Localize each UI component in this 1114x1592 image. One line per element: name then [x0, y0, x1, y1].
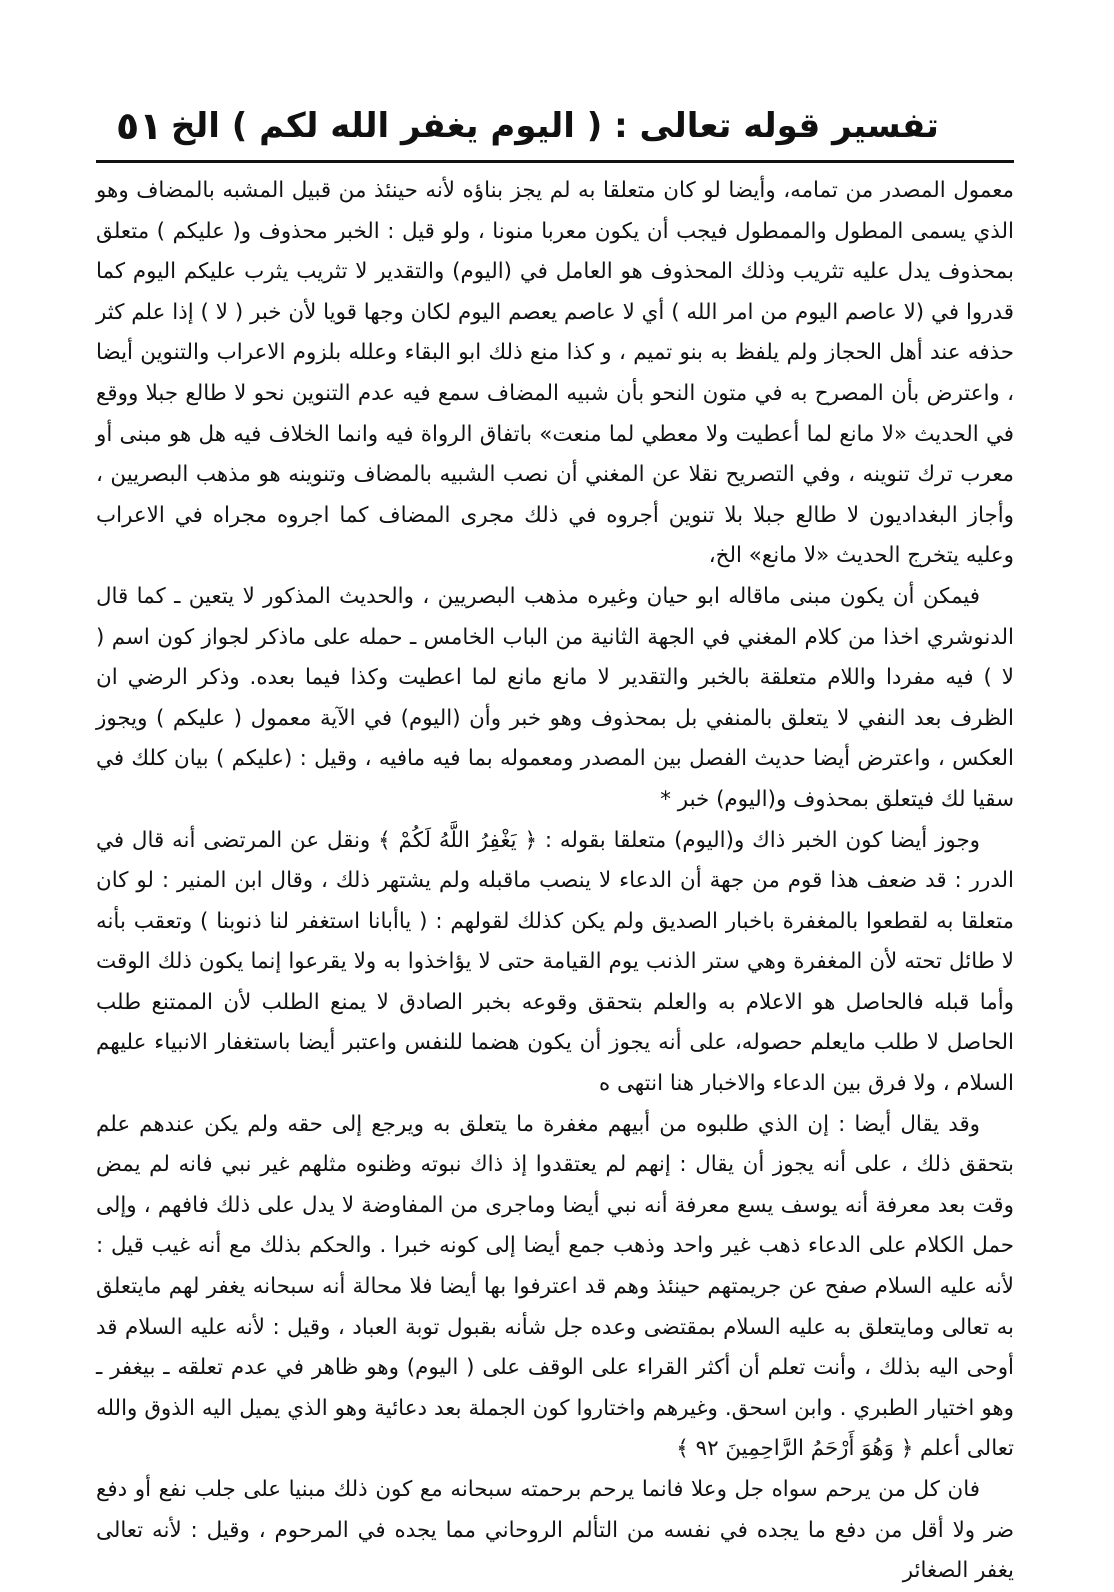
paragraph: وجوز أيضا كون الخبر ذاك و(اليوم) متعلقا بقوله : ﴿ يَغْفِرُ اللَّهُ لَكُمْ ﴾ ونقل عن المرتضى أنه قال في الدرر : قد ضعف هذا قوم من جهة أن الدعاء لا ينصب ماقبله ولم يشتهر ذلك ، وقال ابن المنير : لو كان متعلقا به لقطعوا بالمغفرة باخبار الصديق ولم يكن كذلك لقولهم : ( ياأبانا استغفر لنا ذنوبنا ) وتعقب بأنه لا طائل تحته لأن المغفرة وهي ستر الذنب يوم القيامة حتى لا يؤاخذوا به ولا يقرعوا إنما يكون ذلك الوقت وأما قبله فالحاصل هو الاعلام به والعلم بتحقق وقوعه بخبر الصادق لا يمنع الطلب لأن الممتنع طلب الحاصل لا طلب مايعلم حصوله، على أنه يجوز أن يكون هضما للنفس واعتبر أيضا باستغفار الانبياء عليهم السلام ، ولا فرق بين الدعاء والاخبار هنا انتهى ه	[96, 827, 1014, 1097]
page-header	[96, 100, 1014, 160]
body-text	[96, 171, 1014, 1592]
running-title: تفسير قوله تعالى : ( اليوم يغفر الله لكم ) الخ	[171, 106, 939, 146]
paragraph: فيمكن أن يكون مبنى ماقاله ابو حيان وغيره مذهب البصريين ، والحديث المذكور لا يتعين ـ كما قال الدنوشري اخذا من كلام المغني في الجهة الثانية من الباب الخامس ـ حمله على ماذكر لجواز كون اسم ( لا ) فيه مفردا واللام متعلقة بالخبر والتقدير لا مانع مانع لما اعطيت وكذا فيما بعده. وذكر الرضي ان الظرف بعد النفي لا يتعلق بالمنفي بل بمحذوف وهو خبر وأن (اليوم) في الآية معمول ( عليكم ) ويجوز العكس ، واعترض أيضا حديث الفصل بين المصدر ومعموله بما فيه مافيه ، وقيل : (عليكم ) بيان كلك في سقيا لك فيتعلق بمحذوف و(اليوم) خبر *	[96, 583, 1014, 812]
paragraph: فان كل من يرحم سواه جل وعلا فانما يرحم برحمته سبحانه مع كون ذلك مبنيا على جلب نفع أو دفع ضر ولا أقل من دفع ما يجده في نفسه من التألم الروحاني مما يجده في المرحوم ، وقيل : لأنه تعالى يغفر الصغائر	[96, 1477, 1014, 1584]
paragraph: معمول المصدر من تمامه، وأيضا لو كان متعلقا به لم يجز بناؤه لأنه حينئذ من قبيل المشبه بالمضاف وهو الذي يسمى المطول والممطول فيجب أن يكون معربا منونا ، ولو قيل : الخبر محذوف و( عليكم ) متعلق بمحذوف يدل عليه تثريب وذلك المحذوف هو العامل في (اليوم) والتقدير لا تثريب يثرب عليكم اليوم كما قدروا في (لا عاصم اليوم من امر الله ) أي لا عاصم يعصم اليوم لكان وجها قويا لأن خبر ( لا ) إذا علم كثر حذفه عند أهل الحجاز ولم يلفظ به بنو تميم ، و كذا منع ذلك ابو البقاء وعلله بلزوم الاعراب والتنوين أيضا ، واعترض بأن المصرح به في متون النحو بأن شبيه المضاف سمع فيه عدم التنوين نحو لا طالع جبلا ووقع في الحديث «لا مانع لما أعطيت ولا معطي لما منعت» باتفاق الرواة فيه وانما الخلاف فيه هل هو مبنى أو معرب ترك تنوينه ، وفي التصريح نقلا عن المغني أن نصب الشبيه بالمضاف وتنوينه هو مذهب البصريين ، وأجاز البغداديون لا طالع جبلا بلا تنوين أجروه في ذلك مجرى المضاف كما اجروه مجراه في الاعراب وعليه يتخرج الحديث «لا مانع» الخ،	[96, 178, 1014, 569]
header-rule	[96, 160, 1014, 163]
paragraph: وقد يقال أيضا : إن الذي طلبوه من أبيهم مغفرة ما يتعلق به ويرجع إلى حقه ولم يكن عندهم علم بتحقق ذلك ، على أنه يجوز أن يقال : إنهم لم يعتقدوا إذ ذاك نبوته وظنوه مثلهم غير نبي فانه لم يمض وقت بعد معرفة أنه يوسف يسع معرفة أنه نبي أيضا وماجرى من المفاوضة لا يدل على ذلك فافهم ، وإلى حمل الكلام على الدعاء ذهب غير واحد وذهب جمع أيضا إلى كونه خبرا . والحكم بذلك مع أنه غيب قيل : لأنه عليه السلام صفح عن جريمتهم حينئذ وهم قد اعترفوا بها أيضا فلا محالة أنه سبحانه يغفر لهم مايتعلق به تعالى ومايتعلق به عليه السلام بمقتضى وعده جل شأنه بقبول توبة العباد ، وقيل : لأنه عليه السلام قد أوحى اليه بذلك ، وأنت تعلم أن أكثر القراء على الوقف على ( اليوم) وهو ظاهر في عدم تعلقه ـ بيغفر ـ وهو اختيار الطبري . وابن اسحق. وغيرهم واختاروا كون الجملة بعد دعائية وهو الذي يميل اليه الذوق والله تعالى أعلم ﴿ وَهُوَ أَرْحَمُ الرَّاحِمِينَ ٩٢ ﴾	[96, 1111, 1014, 1462]
page-number: ٥١	[116, 104, 163, 148]
